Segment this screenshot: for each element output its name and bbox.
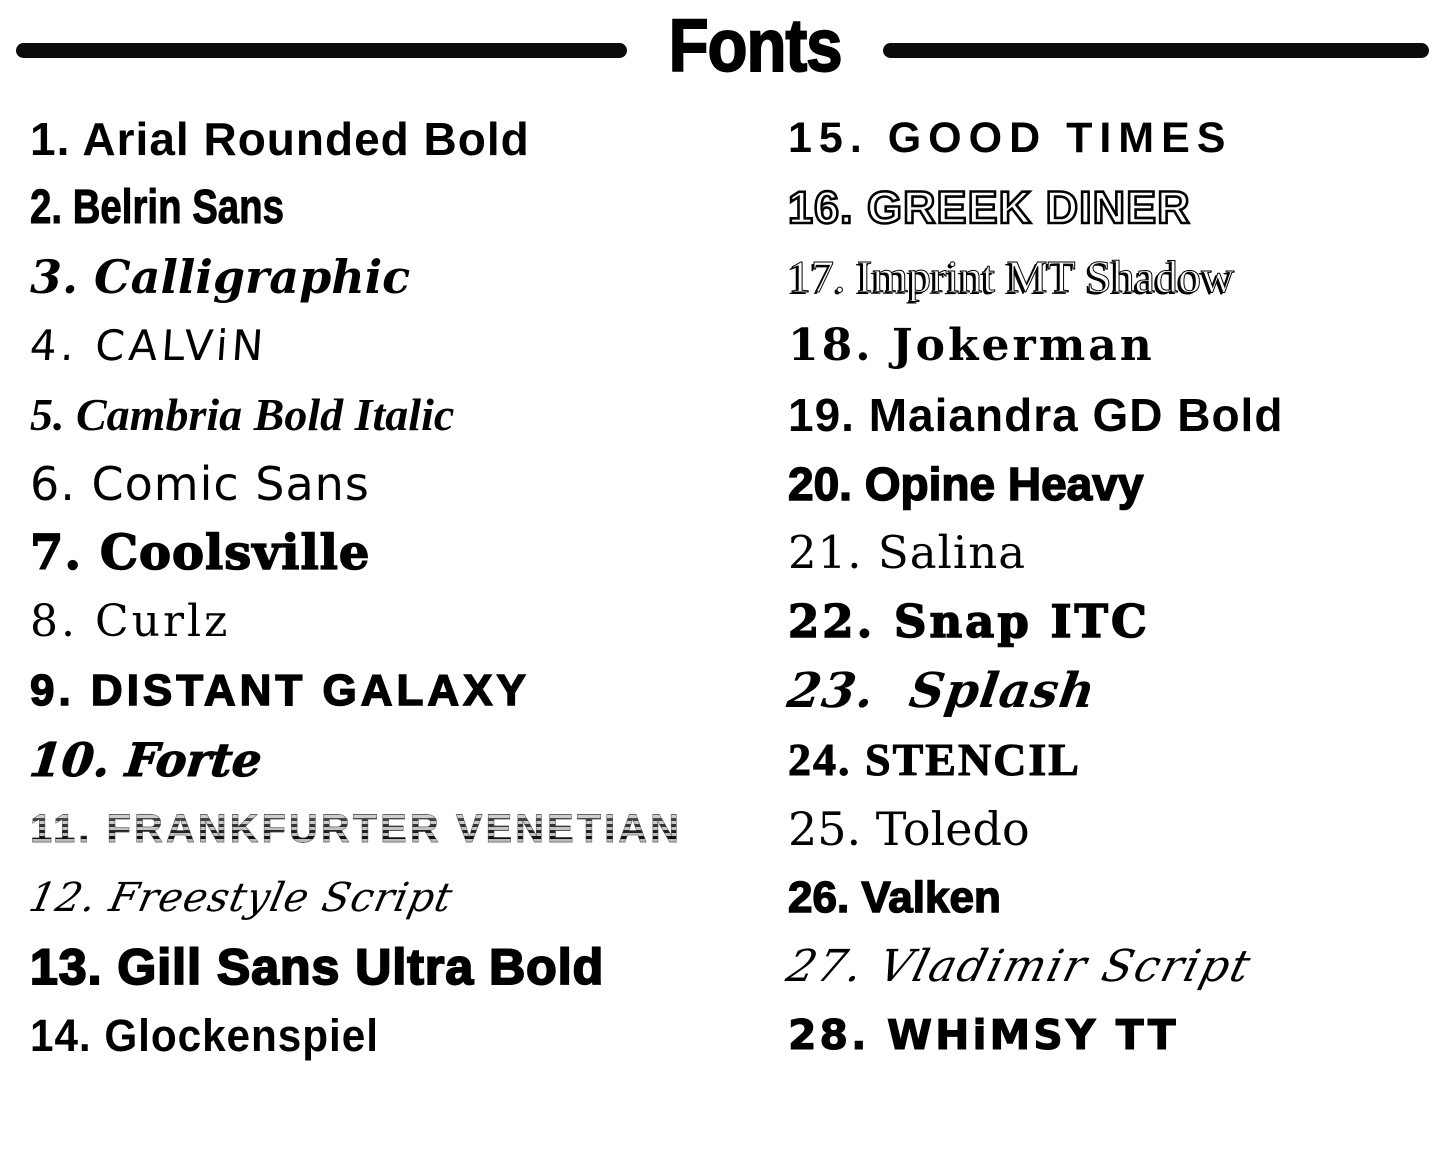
font-item-distant-galaxy: 9. DISTANT GALAXY: [30, 665, 530, 715]
divider-line-left: [16, 43, 627, 58]
font-item-coolsville: 7. Coolsville: [30, 524, 371, 581]
font-item-opine-heavy: 20. Opine Heavy: [788, 457, 1144, 510]
font-list-left-column: [25, 104, 788, 1070]
font-list-right-column: [781, 104, 1445, 1070]
font-list: [0, 86, 1445, 1070]
font-item-greek-diner: 16. GREEK DINER: [788, 182, 1191, 233]
font-item-belrin-sans: 2. Belrin Sans: [30, 180, 284, 234]
font-item-imprint-mt-shadow: 17. Imprint MT Shadow: [788, 250, 1235, 302]
font-item-calligraphic: 3. Calligraphic: [30, 249, 411, 304]
font-item-jokerman: 18. Jokerman: [788, 319, 1155, 371]
font-item-toledo: 25. Toledo: [788, 801, 1030, 856]
font-item-comic-sans: 6. Comic Sans: [30, 456, 370, 511]
font-item-snap-itc: 22. Snap ITC: [788, 595, 1150, 648]
page-header: [0, 0, 1445, 86]
font-item-freestyle-script: 12. Freestyle Script: [25, 874, 458, 921]
font-item-forte: 10. Forte: [27, 732, 265, 787]
font-item-splash: 23. Splash: [784, 662, 1100, 719]
font-item-salina: 21. Salina: [788, 526, 1027, 579]
font-item-cambria-bold-italic: 5. Cambria Bold Italic: [30, 388, 455, 440]
font-item-arial-rounded-bold: 1. Arial Rounded Bold: [30, 112, 530, 165]
page-title: Fonts: [668, 4, 842, 87]
font-item-glockenspiel: 14. Glockenspiel: [30, 1010, 379, 1061]
font-item-stencil: 24. STENCIL: [788, 733, 1081, 785]
font-item-valken: 26. Valken: [788, 872, 1001, 922]
font-item-curlz: 8. Curlz: [30, 595, 231, 647]
font-item-maiandra-gd-bold: 19. Maiandra GD Bold: [788, 388, 1284, 441]
font-item-calvin: 4. CALViN: [28, 320, 269, 370]
font-item-frankfurter-venetian: 11. FRANKFURTER VENETIAN: [30, 794, 788, 863]
font-item-good-times: 15. GOOD TIMES: [788, 114, 1233, 162]
font-item-vladimir-script: 27. Vladimir Script: [781, 940, 1258, 992]
font-item-whimsy-tt: 28. WHiMSY TT: [788, 1011, 1179, 1059]
divider-line-right: [883, 43, 1429, 58]
font-item-gill-sans-ultra-bold: 13. Gill Sans Ultra Bold: [30, 938, 605, 995]
